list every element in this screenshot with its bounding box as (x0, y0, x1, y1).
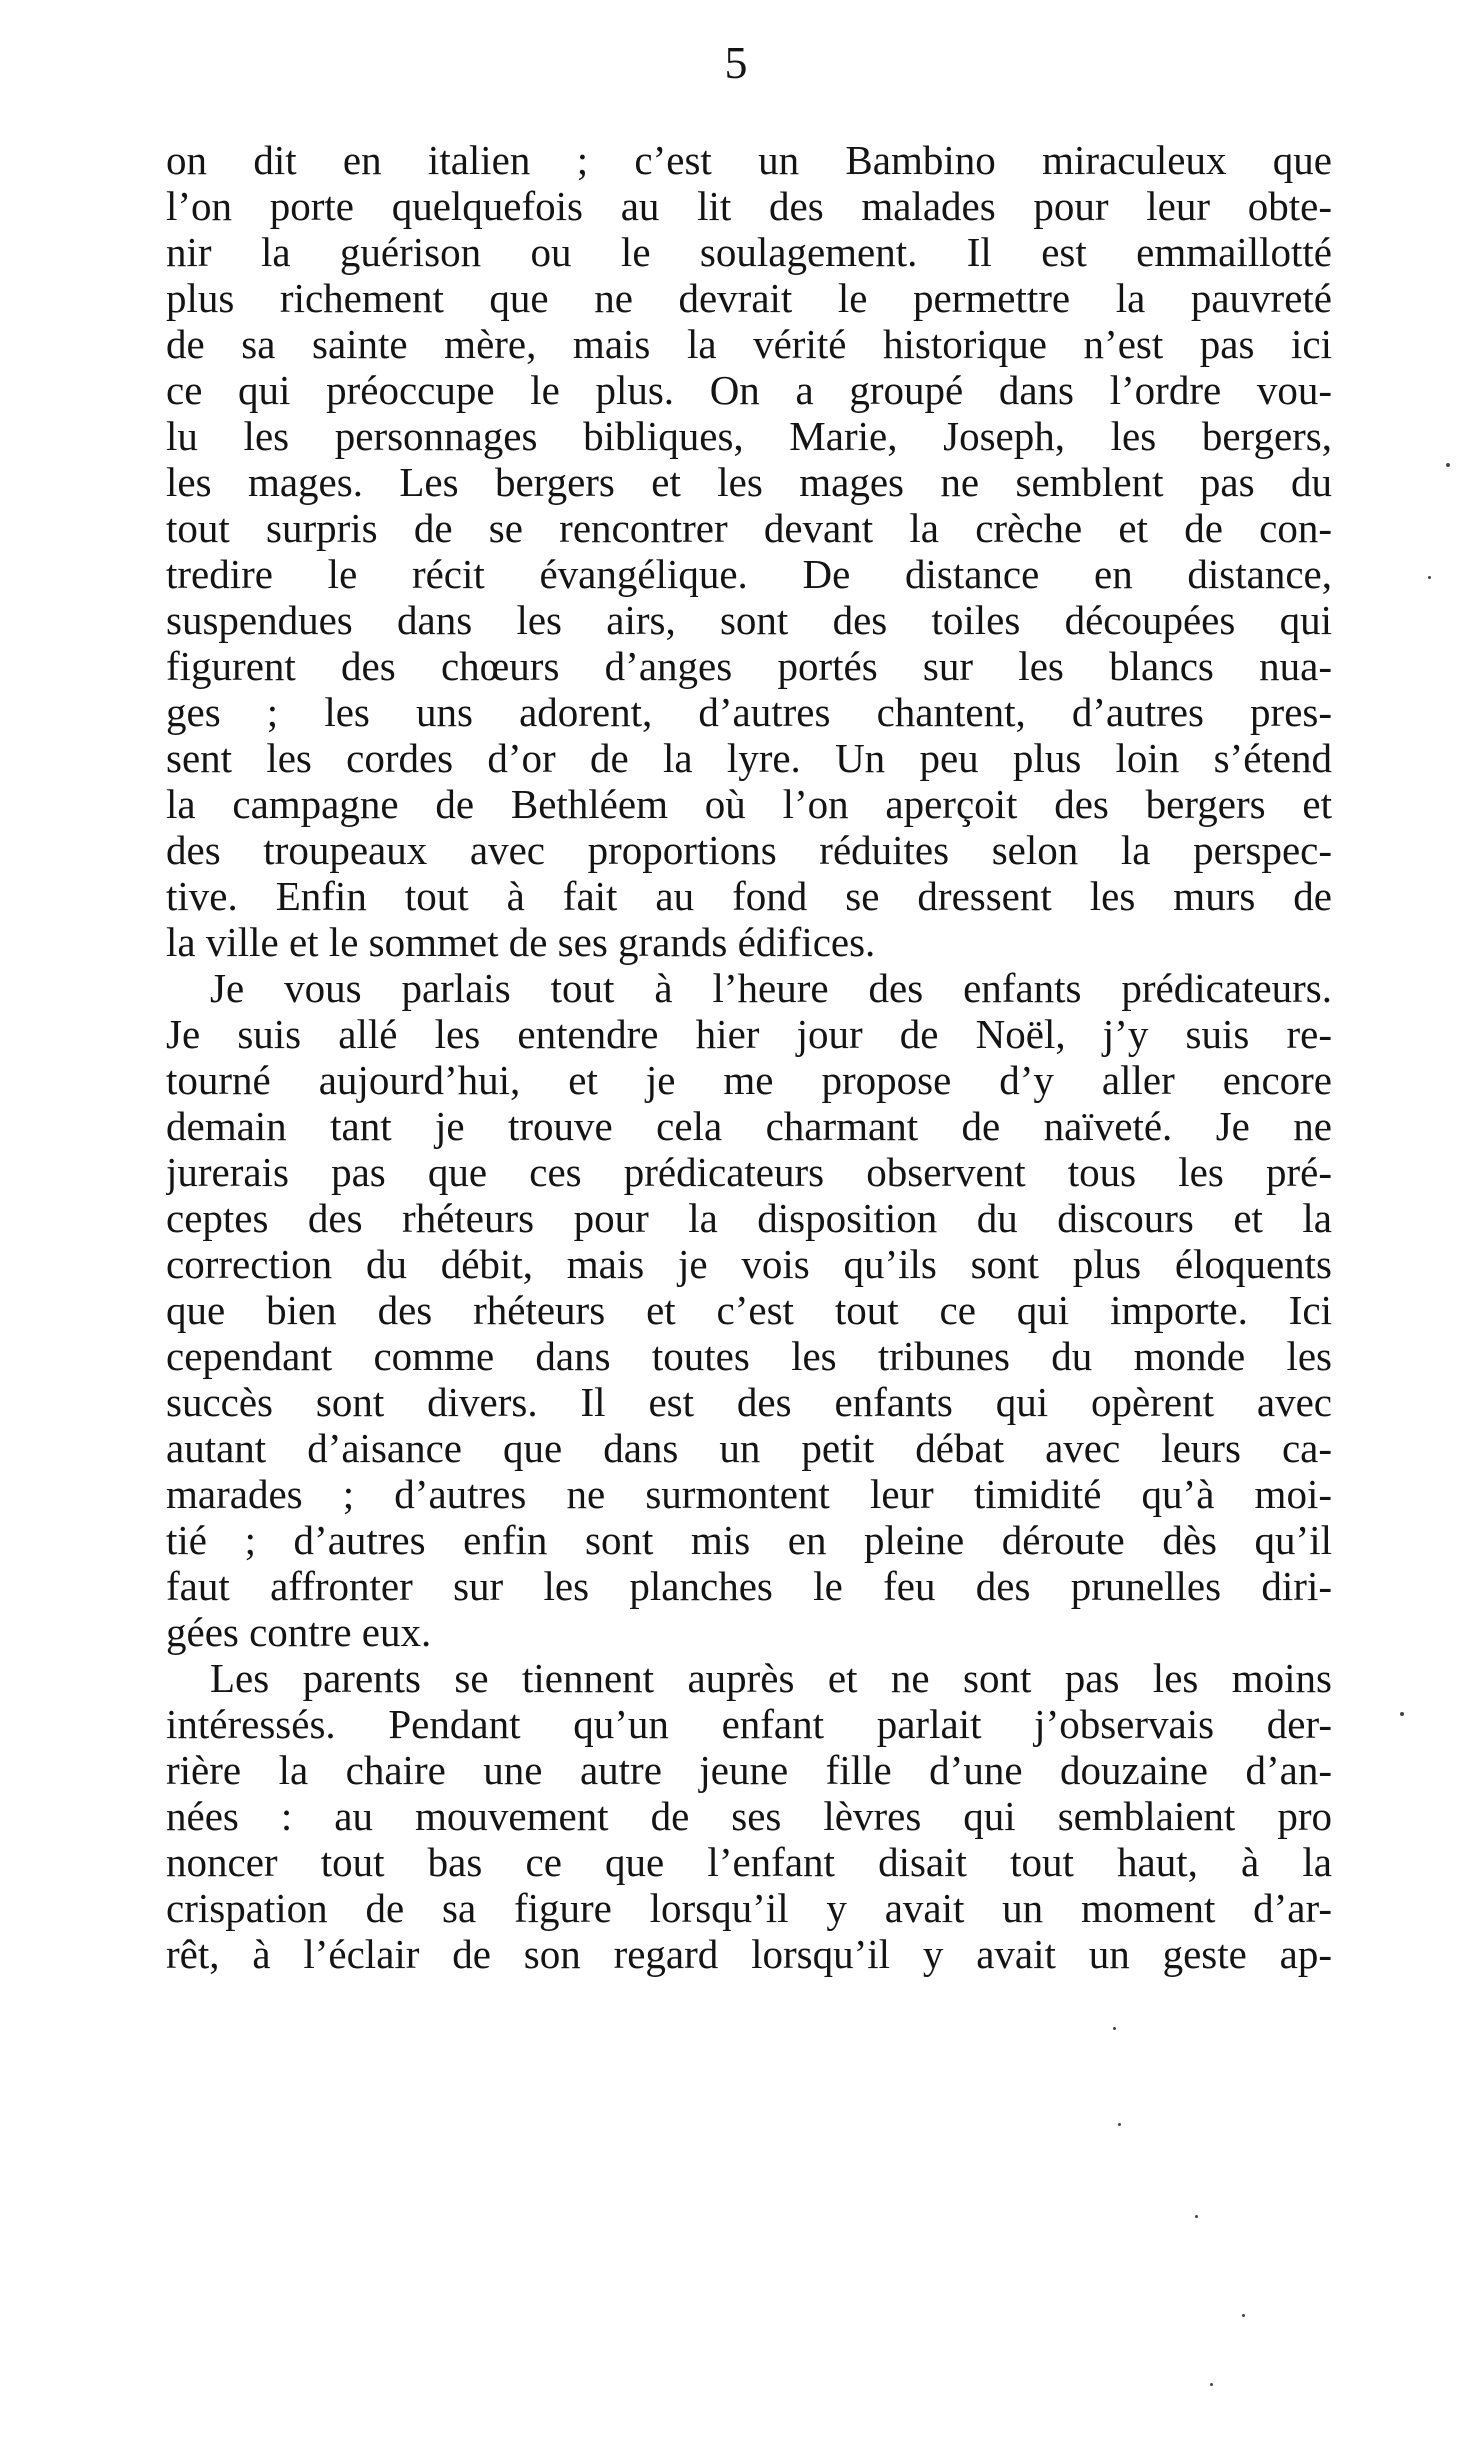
text-line: la campagne de Bethléem où l’on aperçoit des bergers et (166, 781, 1332, 827)
text-line: ce qui préoccupe le plus. On a groupé dans l’ordre vou- (166, 367, 1332, 413)
text-line: correction du débit, mais je vois qu’ils sont plus éloquents (166, 1241, 1332, 1287)
text-line: suspendues dans les airs, sont des toiles découpées qui (166, 597, 1332, 643)
text-line: plus richement que ne devrait le permettre la pauvreté (166, 275, 1332, 321)
text-line: marades ; d’autres ne surmontent leur timidité qu’à moi- (166, 1471, 1332, 1517)
page-number: 5 (724, 37, 748, 88)
text-line: Je vous parlais tout à l’heure des enfants prédicateurs. (210, 965, 1332, 1011)
text-line: succès sont divers. Il est des enfants qui opèrent avec (166, 1379, 1332, 1425)
text-line: noncer tout bas ce que l’enfant disait tout haut, à la (166, 1839, 1332, 1885)
text-line: intéressés. Pendant qu’un enfant parlait j’observais der- (166, 1701, 1332, 1747)
scan-speck (1242, 2314, 1245, 2317)
text-line: sent les cordes d’or de la lyre. Un peu plus loin s’étend (166, 735, 1332, 781)
text-line: rière la chaire une autre jeune fille d’une douzaine d’an- (166, 1747, 1332, 1793)
text-line: l’on porte quelquefois au lit des malades pour leur obte- (166, 183, 1332, 229)
text-line: les mages. Les bergers et les mages ne semblent pas du (166, 459, 1332, 505)
paragraph-1 (166, 137, 1332, 965)
paragraph-2 (166, 965, 1332, 1655)
text-line: jurerais pas que ces prédicateurs observent tous les pré- (166, 1149, 1332, 1195)
text-line: gées contre eux. (166, 1609, 432, 1655)
body-text (166, 137, 1332, 1977)
text-line: on dit en italien ; c’est un Bambino miraculeux que (166, 137, 1332, 183)
text-line: rêt, à l’éclair de son regard lorsqu’il y avait un geste ap- (166, 1931, 1332, 1977)
scan-speck (1118, 2123, 1121, 2126)
text-line: nées : au mouvement de ses lèvres qui semblaient pro (166, 1793, 1332, 1839)
scan-speck (1113, 2027, 1116, 2030)
text-line: la ville et le sommet de ses grands édifices. (166, 919, 876, 965)
text-line: nir la guérison ou le soulagement. Il est emmaillotté (166, 229, 1332, 275)
scan-speck (1428, 576, 1431, 579)
text-line: Les parents se tiennent auprès et ne sont pas les moins (210, 1655, 1332, 1701)
text-line: cependant comme dans toutes les tribunes du monde les (166, 1333, 1332, 1379)
text-line: crispation de sa figure lorsqu’il y avait un moment d’ar- (166, 1885, 1332, 1931)
text-line: que bien des rhéteurs et c’est tout ce qui importe. Ici (166, 1287, 1332, 1333)
scan-speck (1400, 1712, 1404, 1716)
text-line: ges ; les uns adorent, d’autres chantent, d’autres pres- (166, 689, 1332, 735)
text-line: figurent des chœurs d’anges portés sur les blancs nua- (166, 643, 1332, 689)
text-line: tié ; d’autres enfin sont mis en pleine déroute dès qu’il (166, 1517, 1332, 1563)
scan-speck (1446, 463, 1450, 467)
text-line: autant d’aisance que dans un petit débat avec leurs ca- (166, 1425, 1332, 1471)
text-line: tive. Enfin tout à fait au fond se dressent les murs de (166, 873, 1332, 919)
paragraph-3 (166, 1655, 1332, 1977)
text-line: tout surpris de se rencontrer devant la crèche et de con- (166, 505, 1332, 551)
scan-speck (1210, 2383, 1213, 2386)
text-line: de sa sainte mère, mais la vérité historique n’est pas ici (166, 321, 1332, 367)
text-line: des troupeaux avec proportions réduites selon la perspec- (166, 827, 1332, 873)
text-line: demain tant je trouve cela charmant de naïveté. Je ne (166, 1103, 1332, 1149)
text-line: ceptes des rhéteurs pour la disposition du discours et la (166, 1195, 1332, 1241)
text-line: tredire le récit évangélique. De distance en distance, (166, 551, 1332, 597)
scan-speck (1195, 2215, 1198, 2218)
text-line: tourné aujourd’hui, et je me propose d’y aller encore (166, 1057, 1332, 1103)
text-line: lu les personnages bibliques, Marie, Joseph, les bergers, (166, 413, 1332, 459)
text-line: Je suis allé les entendre hier jour de Noël, j’y suis re- (166, 1011, 1332, 1057)
text-line: faut affronter sur les planches le feu des prunelles diri- (166, 1563, 1332, 1609)
